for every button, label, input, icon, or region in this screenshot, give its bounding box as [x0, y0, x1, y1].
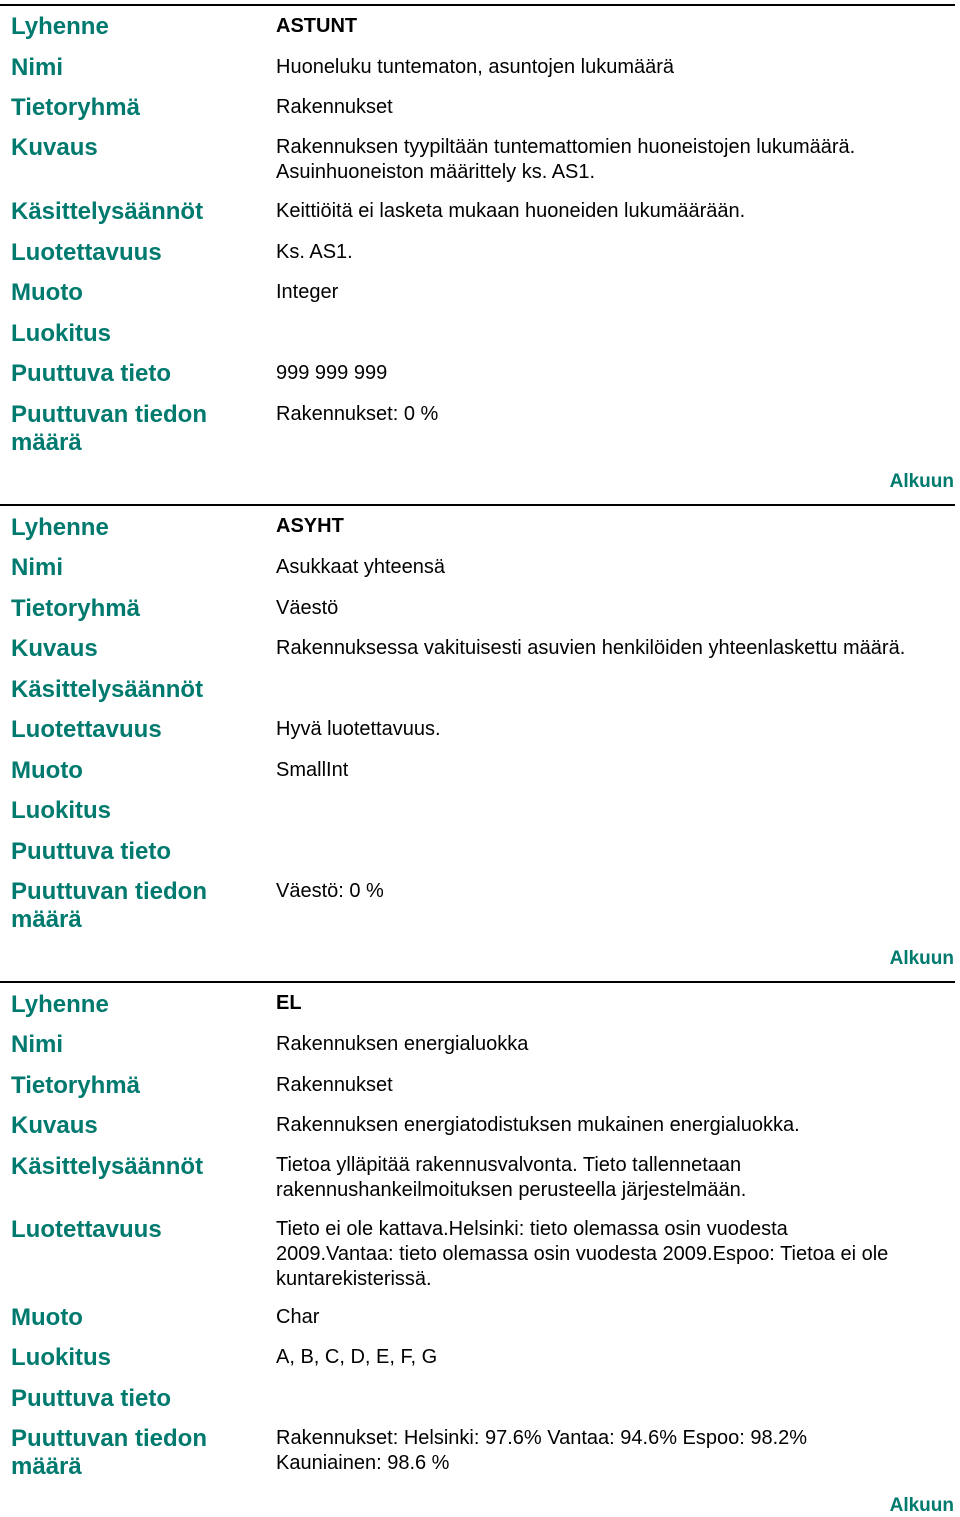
value-kasittelysaannot-line2: rakennushankeilmoituksen perusteella järjestelmään.: [276, 1179, 747, 1201]
value-lyhenne: ASTUNT: [276, 15, 358, 37]
back-to-top-link[interactable]: Alkuun: [889, 471, 954, 492]
label-tietoryhma: Tietoryhmä: [11, 94, 140, 121]
label-puuttuvan-tiedon-maara-line1: Puuttuvan tiedon: [11, 1425, 207, 1452]
value-puuttuvan-tiedon-maara: Väestö: 0 %: [276, 880, 384, 902]
section-divider: [0, 504, 955, 506]
value-kuvaus-line1: Rakennuksen tyypiltään tuntemattomien huoneistojen lukumäärä.: [276, 136, 856, 158]
label-kasittelysaannot: Käsittelysäännöt: [11, 1153, 204, 1180]
label-puuttuvan-tiedon-maara-line2: määrä: [11, 1453, 82, 1480]
value-puuttuva-tieto: 999 999 999: [276, 362, 388, 384]
label-lyhenne: Lyhenne: [11, 991, 109, 1018]
label-puuttuva-tieto: Puuttuva tieto: [11, 360, 171, 387]
section-divider: [0, 4, 955, 6]
value-muoto: SmallInt: [276, 759, 349, 781]
label-luotettavuus: Luotettavuus: [11, 1216, 162, 1243]
label-luotettavuus: Luotettavuus: [11, 716, 162, 743]
label-nimi: Nimi: [11, 1031, 64, 1058]
value-luokitus: A, B, C, D, E, F, G: [276, 1346, 438, 1368]
label-puuttuvan-tiedon-maara-line1: Puuttuvan tiedon: [11, 878, 207, 905]
label-kasittelysaannot: Käsittelysäännöt: [11, 198, 204, 225]
label-puuttuva-tieto: Puuttuva tieto: [11, 838, 171, 865]
label-puuttuvan-tiedon-maara-line2: määrä: [11, 906, 82, 933]
value-nimi: Asukkaat yhteensä: [276, 556, 445, 578]
label-kuvaus: Kuvaus: [11, 635, 98, 662]
label-nimi: Nimi: [11, 54, 64, 81]
label-lyhenne: Lyhenne: [11, 514, 109, 541]
label-kasittelysaannot: Käsittelysäännöt: [11, 676, 204, 703]
value-lyhenne: EL: [276, 992, 302, 1014]
label-kuvaus: Kuvaus: [11, 134, 98, 161]
back-to-top-link[interactable]: Alkuun: [889, 948, 954, 969]
value-kasittelysaannot-line1: Tietoa ylläpitää rakennusvalvonta. Tieto tallennetaan: [276, 1154, 742, 1176]
label-tietoryhma: Tietoryhmä: [11, 1072, 140, 1099]
value-kasittelysaannot: Keittiöitä ei lasketa mukaan huoneiden lukumäärään.: [276, 200, 746, 222]
value-kuvaus: Rakennuksen energiatodistuksen mukainen energialuokka.: [276, 1114, 800, 1136]
value-puuttuvan-tiedon-maara-line1: Rakennukset: Helsinki: 97.6% Vantaa: 94.6% Espoo: 98.2%: [276, 1427, 808, 1449]
label-luotettavuus: Luotettavuus: [11, 239, 162, 266]
label-puuttuva-tieto: Puuttuva tieto: [11, 1385, 171, 1412]
label-puuttuvan-tiedon-maara-line2: määrä: [11, 429, 82, 456]
value-kuvaus: Rakennuksessa vakituisesti asuvien henkilöiden yhteenlaskettu määrä.: [276, 637, 906, 659]
value-luotettavuus-line3: kuntarekisterissä.: [276, 1268, 432, 1290]
value-nimi: Rakennuksen energialuokka: [276, 1033, 529, 1055]
label-muoto: Muoto: [11, 757, 83, 784]
value-luotettavuus-line2: 2009.Vantaa: tieto olemassa osin vuodesta 2009.Espoo: Tietoa ei ole: [276, 1243, 889, 1265]
value-luotettavuus: Ks. AS1.: [276, 241, 353, 263]
label-muoto: Muoto: [11, 1304, 83, 1331]
back-to-top-link[interactable]: Alkuun: [889, 1495, 954, 1516]
value-tietoryhma: Väestö: [276, 597, 339, 619]
label-luokitus: Luokitus: [11, 1344, 111, 1371]
label-nimi: Nimi: [11, 554, 64, 581]
value-muoto: Integer: [276, 281, 339, 303]
value-luotettavuus-line1: Tieto ei ole kattava.Helsinki: tieto olemassa osin vuodesta: [276, 1218, 788, 1240]
label-kuvaus: Kuvaus: [11, 1112, 98, 1139]
value-tietoryhma: Rakennukset: [276, 96, 393, 118]
label-puuttuvan-tiedon-maara-line1: Puuttuvan tiedon: [11, 401, 207, 428]
value-luotettavuus: Hyvä luotettavuus.: [276, 718, 441, 740]
value-puuttuvan-tiedon-maara-line2: Kauniainen: 98.6 %: [276, 1452, 450, 1474]
label-tietoryhma: Tietoryhmä: [11, 595, 140, 622]
value-puuttuvan-tiedon-maara: Rakennukset: 0 %: [276, 403, 439, 425]
label-lyhenne: Lyhenne: [11, 13, 109, 40]
value-nimi: Huoneluku tuntematon, asuntojen lukumäärä: [276, 56, 675, 78]
value-tietoryhma: Rakennukset: [276, 1074, 393, 1096]
value-kuvaus-line2: Asuinhuoneiston määrittely ks. AS1.: [276, 161, 596, 183]
label-luokitus: Luokitus: [11, 797, 111, 824]
value-muoto: Char: [276, 1306, 320, 1328]
label-luokitus: Luokitus: [11, 320, 111, 347]
section-divider: [0, 981, 955, 983]
label-muoto: Muoto: [11, 279, 83, 306]
value-lyhenne: ASYHT: [276, 515, 344, 537]
